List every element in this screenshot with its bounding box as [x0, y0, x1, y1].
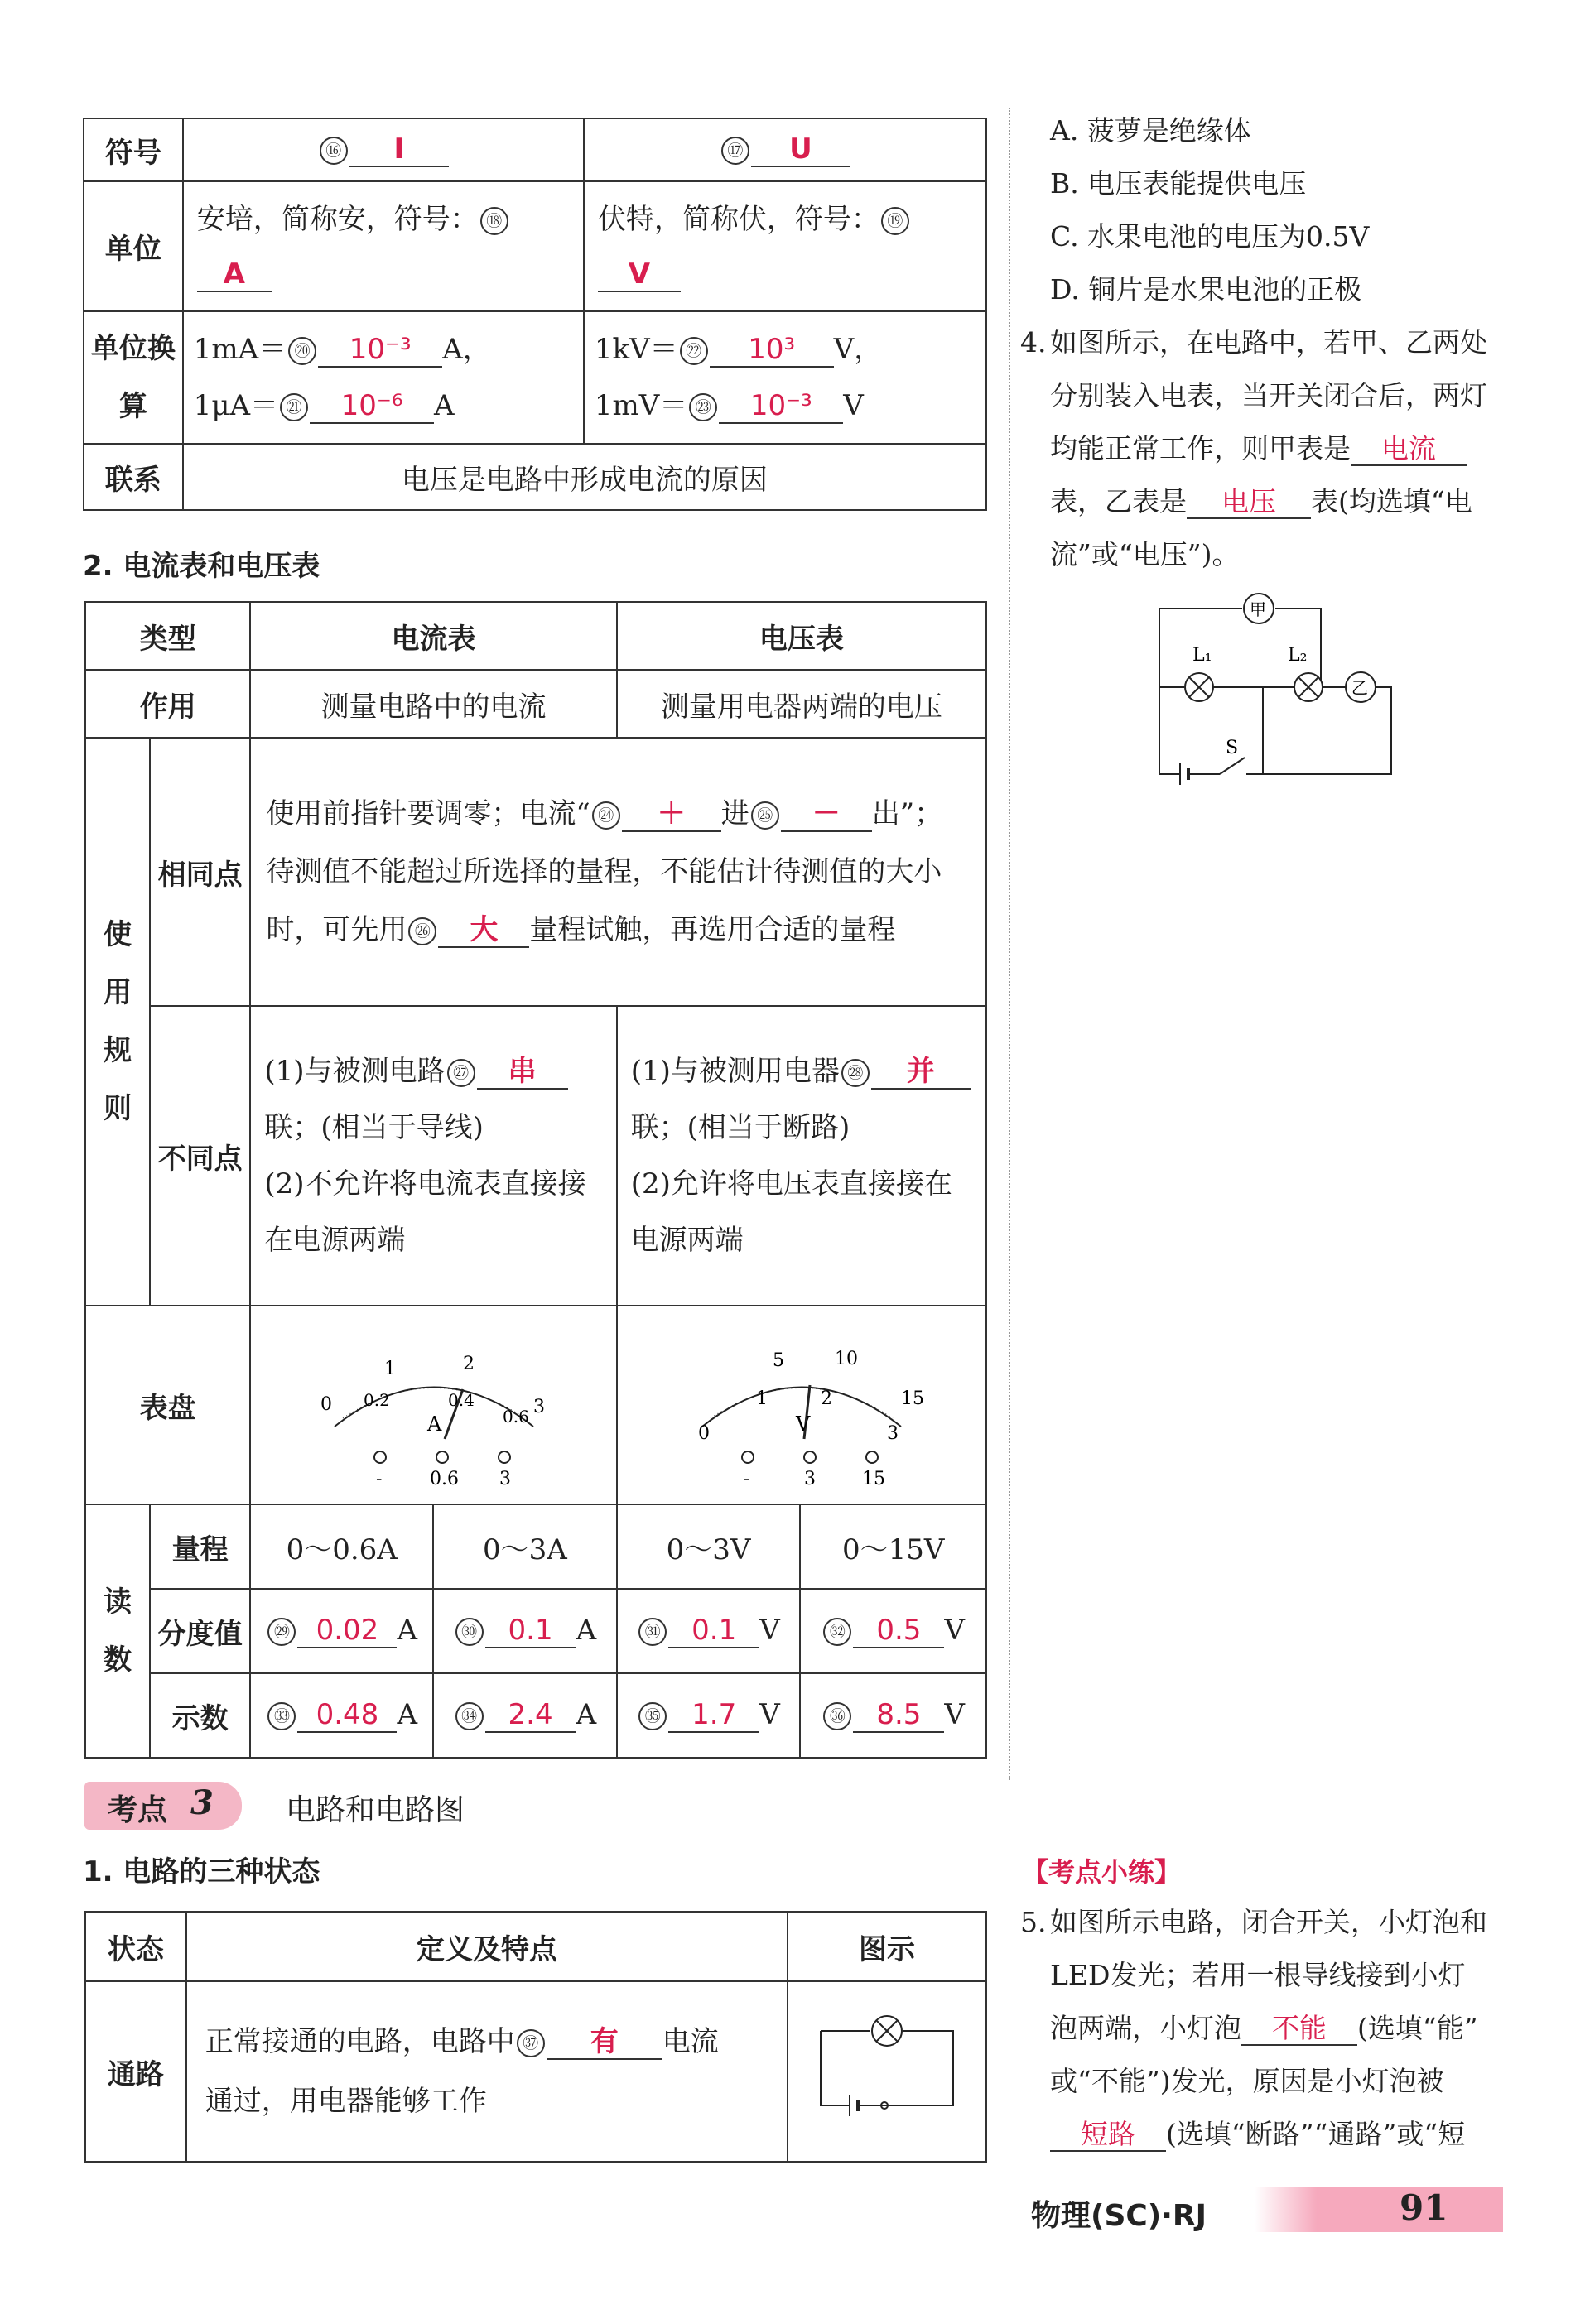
answer-conv: 10⁻³	[318, 334, 442, 368]
question-text: LED发光；若用一根导线接到小灯	[1050, 1959, 1466, 1991]
answer-short: 短路	[1050, 2119, 1166, 2152]
badge-number: 3	[190, 1783, 214, 1822]
row-label: 相同点	[150, 738, 250, 1006]
circle-num: ㊲	[517, 2029, 545, 2057]
answer-conv: 10⁻⁶	[310, 390, 434, 424]
range-value: 0～15V	[800, 1504, 986, 1589]
answer-I: I	[349, 133, 449, 167]
circle-num: ㉘	[841, 1059, 870, 1087]
answer-div: 0.1	[668, 1614, 759, 1648]
conv-text: 1mV＝	[594, 389, 688, 422]
col-header: 类型	[85, 602, 250, 670]
row-label: 表盘	[85, 1306, 250, 1504]
rules-label: 使用规则	[85, 738, 150, 1306]
range-value: 0～3V	[617, 1504, 801, 1589]
use-voltmeter: 测量用电器两端的电压	[617, 670, 986, 738]
tick-label: 15	[900, 1388, 924, 1409]
switch-icon	[1220, 758, 1245, 774]
answer-large: 大	[438, 914, 529, 948]
rule-text: 量程试触，再选用合适的量程	[529, 913, 896, 946]
question-text: 泡两端，小灯泡	[1050, 2012, 1241, 2044]
circle-num: ㉚	[455, 1618, 484, 1646]
circle-num: ⑰	[721, 137, 749, 165]
section-title: 2. 电流表和电压表	[83, 550, 320, 583]
voltmeter-dial	[665, 1315, 938, 1489]
conv-unit: A	[434, 389, 455, 422]
conv-unit: V，	[833, 333, 883, 366]
meter-letter: V	[795, 1412, 811, 1436]
conv-text: 1kV＝	[594, 333, 678, 366]
tick-label: 5	[772, 1350, 784, 1371]
col-header: 电流表	[250, 602, 616, 670]
terminal-icon	[742, 1451, 754, 1463]
units-table	[83, 118, 987, 511]
relation-text: 电压是电路中形成电流的原因	[183, 444, 986, 510]
row-label: 示数	[150, 1673, 250, 1758]
circle-num: ⑯	[320, 137, 348, 165]
question-text: 表(均选填“电	[1311, 485, 1472, 517]
answer-A: A	[197, 258, 272, 292]
col-header: 状态	[85, 1912, 186, 1981]
answer-series: 串	[477, 1056, 568, 1090]
unit: A	[576, 1613, 597, 1647]
terminal-icon	[804, 1451, 816, 1463]
book-label: 物理(SC)·RJ	[1031, 2199, 1207, 2233]
unit: V	[944, 1613, 965, 1647]
diff-text: (1)与被测电路	[264, 1055, 446, 1088]
tick-label: 1	[383, 1358, 396, 1379]
row-label: 作用	[85, 670, 250, 738]
circle-num: ⑳	[288, 337, 316, 365]
unit: V	[759, 1613, 780, 1647]
option-d: D. 铜片是水果电池的正极	[1050, 273, 1362, 306]
answer-conv: 10³	[710, 334, 834, 368]
kaodian-title: 电路和电路图	[286, 1793, 465, 1827]
answer-reading: 8.5	[853, 1699, 944, 1733]
closed-circuit-diagram	[804, 2002, 970, 2134]
circle-num: ㉞	[455, 1702, 484, 1730]
kaodian-badge	[84, 1782, 242, 1830]
row-label: 符号	[84, 118, 183, 181]
circle-num: ㉛	[638, 1618, 667, 1646]
use-ammeter: 测量电路中的电流	[250, 670, 616, 738]
answer-div: 0.1	[485, 1614, 576, 1648]
terminal-label: -	[375, 1468, 382, 1489]
row-label: 量程	[150, 1504, 250, 1589]
row-label: 单位换算	[84, 311, 183, 444]
states-table	[84, 1911, 987, 2163]
answer-U: U	[751, 133, 850, 167]
col-header: 定义及特点	[186, 1912, 788, 1981]
tick-label: 0	[697, 1422, 710, 1444]
terminal-icon	[866, 1451, 878, 1463]
diff-text: (2)不允许将电流表直接接在电源两端	[264, 1167, 586, 1257]
unit: V	[759, 1697, 780, 1731]
answer-current: 电流	[1351, 433, 1467, 466]
unit: A	[397, 1613, 418, 1647]
unit-text: 安培，简称安，符号：	[196, 202, 479, 236]
terminal-label: 3	[499, 1468, 511, 1489]
terminal-label: 3	[803, 1468, 816, 1489]
circle-num: ㉖	[408, 917, 436, 945]
row-label: 单位	[84, 181, 183, 311]
conv-unit: A，	[442, 333, 491, 366]
circle-num: ㉜	[823, 1618, 851, 1646]
answer-plus: ＋	[622, 798, 721, 832]
answer-has: 有	[547, 2026, 662, 2060]
answer-div: 0.5	[853, 1614, 944, 1648]
tick-label: 2	[820, 1388, 832, 1409]
option-a: A. 菠萝是绝缘体	[1050, 114, 1251, 147]
tick-label: 0	[320, 1393, 332, 1415]
meter-letter: A	[426, 1412, 441, 1436]
conv-unit: V	[843, 389, 864, 422]
option-b: B. 电压表能提供电压	[1050, 167, 1307, 200]
circle-num: ㉓	[689, 393, 717, 421]
answer-parallel: 并	[871, 1056, 971, 1090]
circle-num: ㉔	[592, 801, 620, 830]
circle-num: ㉑	[280, 393, 308, 421]
meter-label: 甲	[1250, 599, 1266, 619]
page-number: 91	[1400, 2187, 1448, 2228]
tick-label: 3	[886, 1422, 899, 1444]
circle-num: ㉒	[680, 337, 708, 365]
q4-circuit-diagram	[1147, 588, 1412, 787]
def-text: 电流	[662, 2025, 719, 2058]
ammeter-dial	[297, 1315, 571, 1489]
answer-voltage: 电压	[1187, 486, 1311, 519]
tick-label: 0.2	[363, 1389, 390, 1410]
range-value: 0～0.6A	[250, 1504, 433, 1589]
column-divider	[1009, 108, 1010, 1780]
section-title: 1. 电路的三种状态	[83, 1855, 320, 1889]
terminal-label: 0.6	[429, 1468, 459, 1489]
footer-band	[1255, 2187, 1503, 2232]
diff-text: (2)允许将电压表直接接在电源两端	[630, 1167, 952, 1257]
circle-num: ㉟	[638, 1702, 667, 1730]
tick-label: 0.4	[447, 1389, 475, 1410]
meters-table	[84, 601, 987, 1759]
circle-num: ⑱	[480, 207, 508, 235]
col-header: 电压表	[617, 602, 986, 670]
terminal-icon	[499, 1451, 510, 1463]
tick-label: 3	[532, 1396, 545, 1417]
lamp-label: L₁	[1192, 645, 1212, 666]
col-header: 图示	[788, 1912, 986, 1981]
row-label: 联系	[84, 444, 183, 510]
diff-text: 联；(相当于导线)	[264, 1111, 484, 1144]
circle-num: ㉙	[267, 1618, 296, 1646]
question-number: 4.	[1020, 326, 1047, 358]
question-text: 或“不能”)发光，原因是小灯泡被	[1050, 2065, 1444, 2097]
answer-minus: －	[781, 798, 872, 832]
question-text: 均能正常工作，则甲表是	[1050, 432, 1351, 464]
row-label: 分度值	[150, 1589, 250, 1673]
option-c: C. 水果电池的电压为0.5V	[1050, 220, 1370, 253]
question-number: 5.	[1020, 1906, 1047, 1938]
meter-label: 乙	[1352, 678, 1368, 698]
row-label: 通路	[85, 1981, 186, 2162]
row-label: 不同点	[150, 1006, 250, 1306]
tick-label: 10	[834, 1348, 858, 1369]
question-text: (选填“断路”“通路”或“短	[1166, 2118, 1466, 2150]
question-text: 如图所示电路，闭合开关，小灯泡和	[1050, 1906, 1487, 1938]
def-text: 通过，用电器能够工作	[205, 2085, 487, 2118]
question-text: 如图所示，在电路中，若甲、乙两处	[1050, 326, 1487, 358]
tick-label: 1	[755, 1388, 768, 1409]
def-text: 正常接通的电路，电路中	[205, 2025, 515, 2058]
circle-num: ⑲	[881, 207, 909, 235]
tick-label: 0.6	[502, 1406, 529, 1427]
lamp-label: L₂	[1288, 645, 1308, 666]
unit-text: 伏特，简称伏，符号：	[597, 202, 879, 236]
rule-text: 出”；待测值不能超过所选择的量程，不能估计待测值的大小时，可先用	[266, 797, 943, 946]
diff-text: 联；(相当于断路)	[630, 1111, 850, 1144]
unit: A	[397, 1697, 418, 1731]
unit: A	[576, 1697, 597, 1731]
diff-text: (1)与被测用电器	[630, 1055, 840, 1088]
rule-text: 进	[720, 797, 749, 830]
circle-num: ㊱	[823, 1702, 851, 1730]
answer-cannot: 不能	[1241, 2013, 1357, 2046]
circle-num: ㉝	[267, 1702, 296, 1730]
badge-text: 考点	[108, 1793, 168, 1827]
conv-text: 1μA＝	[193, 389, 279, 422]
answer-reading: 0.48	[297, 1699, 397, 1733]
rule-text: 使用前指针要调零；电流“	[266, 797, 590, 830]
question-text: 分别装入电表，当开关闭合后，两灯	[1050, 379, 1487, 411]
answer-div: 0.02	[297, 1614, 397, 1648]
terminal-icon	[436, 1451, 448, 1463]
answer-V: V	[598, 258, 681, 292]
circle-num: ㉗	[447, 1059, 475, 1087]
question-text: (选填“能”	[1357, 2012, 1478, 2044]
terminal-icon	[374, 1451, 386, 1463]
answer-reading: 1.7	[668, 1699, 759, 1733]
terminal-label: 15	[861, 1468, 885, 1489]
answer-conv: 10⁻³	[719, 390, 843, 424]
circle-num: ㉕	[751, 801, 779, 830]
question-text: 流”或“电压”)。	[1050, 538, 1240, 570]
question-text: 表，乙表是	[1050, 485, 1187, 517]
tick-label: 2	[462, 1353, 475, 1374]
conv-text: 1mA＝	[193, 333, 287, 366]
practice-heading: 【考点小练】	[1022, 1856, 1182, 1888]
unit: V	[944, 1697, 965, 1731]
reading-label: 读数	[85, 1504, 150, 1758]
range-value: 0～3A	[433, 1504, 617, 1589]
answer-reading: 2.4	[485, 1699, 576, 1733]
switch-label: S	[1226, 738, 1239, 758]
terminal-label: -	[743, 1468, 750, 1489]
